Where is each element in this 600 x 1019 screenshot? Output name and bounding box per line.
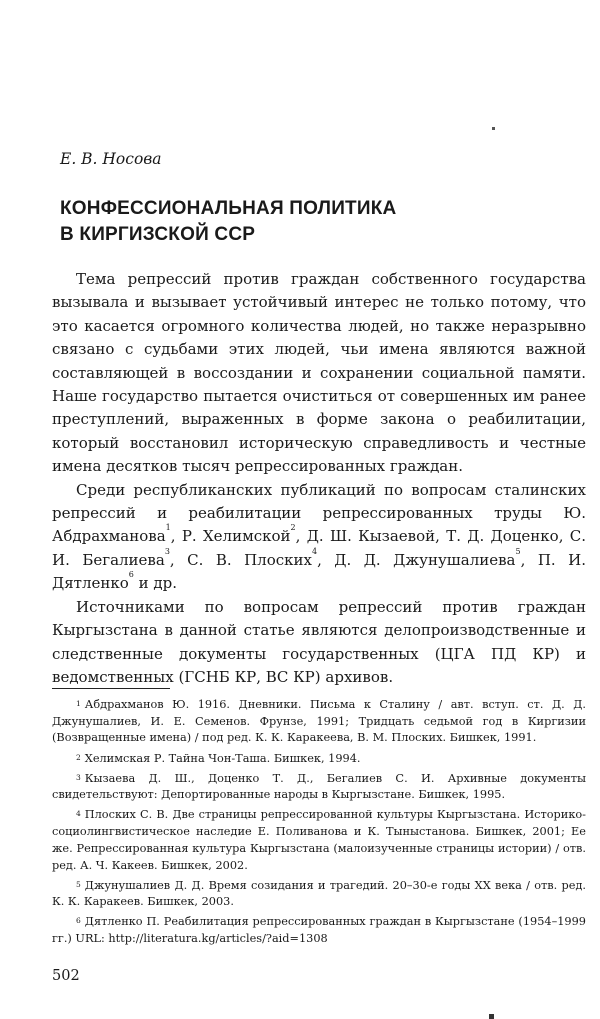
footnote-divider (52, 688, 170, 689)
p2-text: Среди республиканских публикаций по вопросам сталинских репрессий и реабилитации репрессированных труды Ю. Абдрахманова (52, 480, 586, 546)
footnote-number: 2 (76, 752, 81, 762)
p2-text: , Д. Ш. Кызаевой, Т. Д. Доценко, С. И. Бегалиева (52, 527, 587, 569)
page (52, 0, 588, 1019)
article-title (60, 196, 396, 248)
scan-mark-bottom (489, 1014, 494, 1019)
footnote-text: Джунушалиев Д. Д. Время созидания и трагедий. 20–30-е годы XX века / отв. ред. К. К. Каракеев. Бишкек, 2003. (52, 878, 586, 909)
p2-text: , Д. Д. Джунушалиева (317, 550, 516, 569)
footnote-text: Кызаева Д. Ш., Доценко Т. Д., Бегалиев С. И. Архивные документы свидетельствуют: Депортированные народы в Кыргызстане. Бишкек, 1995. (52, 771, 586, 802)
p2-text: и др. (133, 574, 177, 593)
footnotes (52, 697, 586, 951)
footnote-ref-2[interactable]: 2 (290, 523, 296, 533)
footnote-4 (52, 807, 586, 874)
p2-text: , П. И. Дятленко (52, 550, 586, 593)
footnote-6 (52, 914, 586, 947)
footnote-5 (52, 878, 586, 911)
paragraph-1: Тема репрессий против граждан собственного государства вызывала и вызывает устойчивый интерес не только потому, что это касается огромного количества людей, но также неразрывно связано с судьбами этих людей, чьи имена являются важной составляющей в воссоздании и сохранении социальной памяти. Наше государство пытается очиститься от совершенных им ранее преступлений, выраженных в форме закона о реабилитации, который восстановил историческую справедливость и честные имена десятков тысяч репрессированных граждан. (52, 270, 586, 476)
footnote-ref-1[interactable]: 1 (165, 523, 171, 533)
footnote-number: 6 (76, 916, 81, 926)
footnote-1 (52, 697, 586, 747)
p2-text: , Р. Хелимской (170, 527, 291, 546)
footnote-ref-5[interactable]: 5 (515, 546, 521, 556)
footnote-3 (52, 771, 586, 804)
footnote-text: Хелимская Р. Тайна Чон-Таша. Бишкек, 1994. (84, 751, 361, 765)
page-number: 502 (52, 968, 80, 984)
footnote-text: Плоских С. В. Две страницы репрессированной культуры Кыргызстана. Историко-социолингвистическое наследие Е. Поливанова и К. Тыныстанова. Бишкек, 2001; Ее же. Репрессированная культура Кыргызстана (малоизученные страницы истории) / отв. ред. А. Ч. Какеев. Бишкек, 2002. (52, 808, 586, 872)
scan-mark (492, 127, 495, 130)
footnote-ref-4[interactable]: 4 (311, 546, 318, 556)
title-line-2: В КИРГИЗСКОЙ ССР (60, 224, 256, 245)
p2-text: , С. В. Плоских (169, 550, 312, 569)
footnote-number: 3 (76, 772, 81, 782)
title-line-1: КОНФЕССИОНАЛЬНАЯ ПОЛИТИКА (60, 198, 397, 219)
footnote-number: 5 (76, 879, 81, 889)
footnote-2 (52, 751, 586, 768)
footnote-ref-6[interactable]: 6 (128, 570, 134, 580)
footnote-ref-3[interactable]: 3 (164, 546, 170, 556)
footnote-number: 4 (76, 809, 81, 819)
footnote-number: 1 (76, 699, 81, 708)
author-name: Е. В. Носова (60, 150, 162, 168)
article-body (52, 268, 586, 689)
footnote-text: Абдрахманов Ю. 1916. Дневники. Письма к Сталину / авт. вступ. ст. Д. Д. Джунушалиев, И. Е. Семенов. Фрунзе, 1991; Тридцать седьмой год в Киргизии (Возвращенные имена) / под ред. К. К. Каракеева, В. М. Плоских. Бишкек, 1991. (52, 698, 586, 745)
footnote-text: Дятленко П. Реабилитация репрессированных граждан в Кыргызстане (1954–1999 гг.) URL: http://literatura.kg/articles/?aid=1308 (52, 915, 586, 946)
paragraph-2 (52, 479, 586, 596)
paragraph-3: Источниками по вопросам репрессий против граждан Кыргызстана в данной статье являются делопроизводственные и следственные документы государственных (ЦГА ПД КР) и ведомственных (ГСНБ КР, ВС КР) архивов. (52, 597, 586, 686)
